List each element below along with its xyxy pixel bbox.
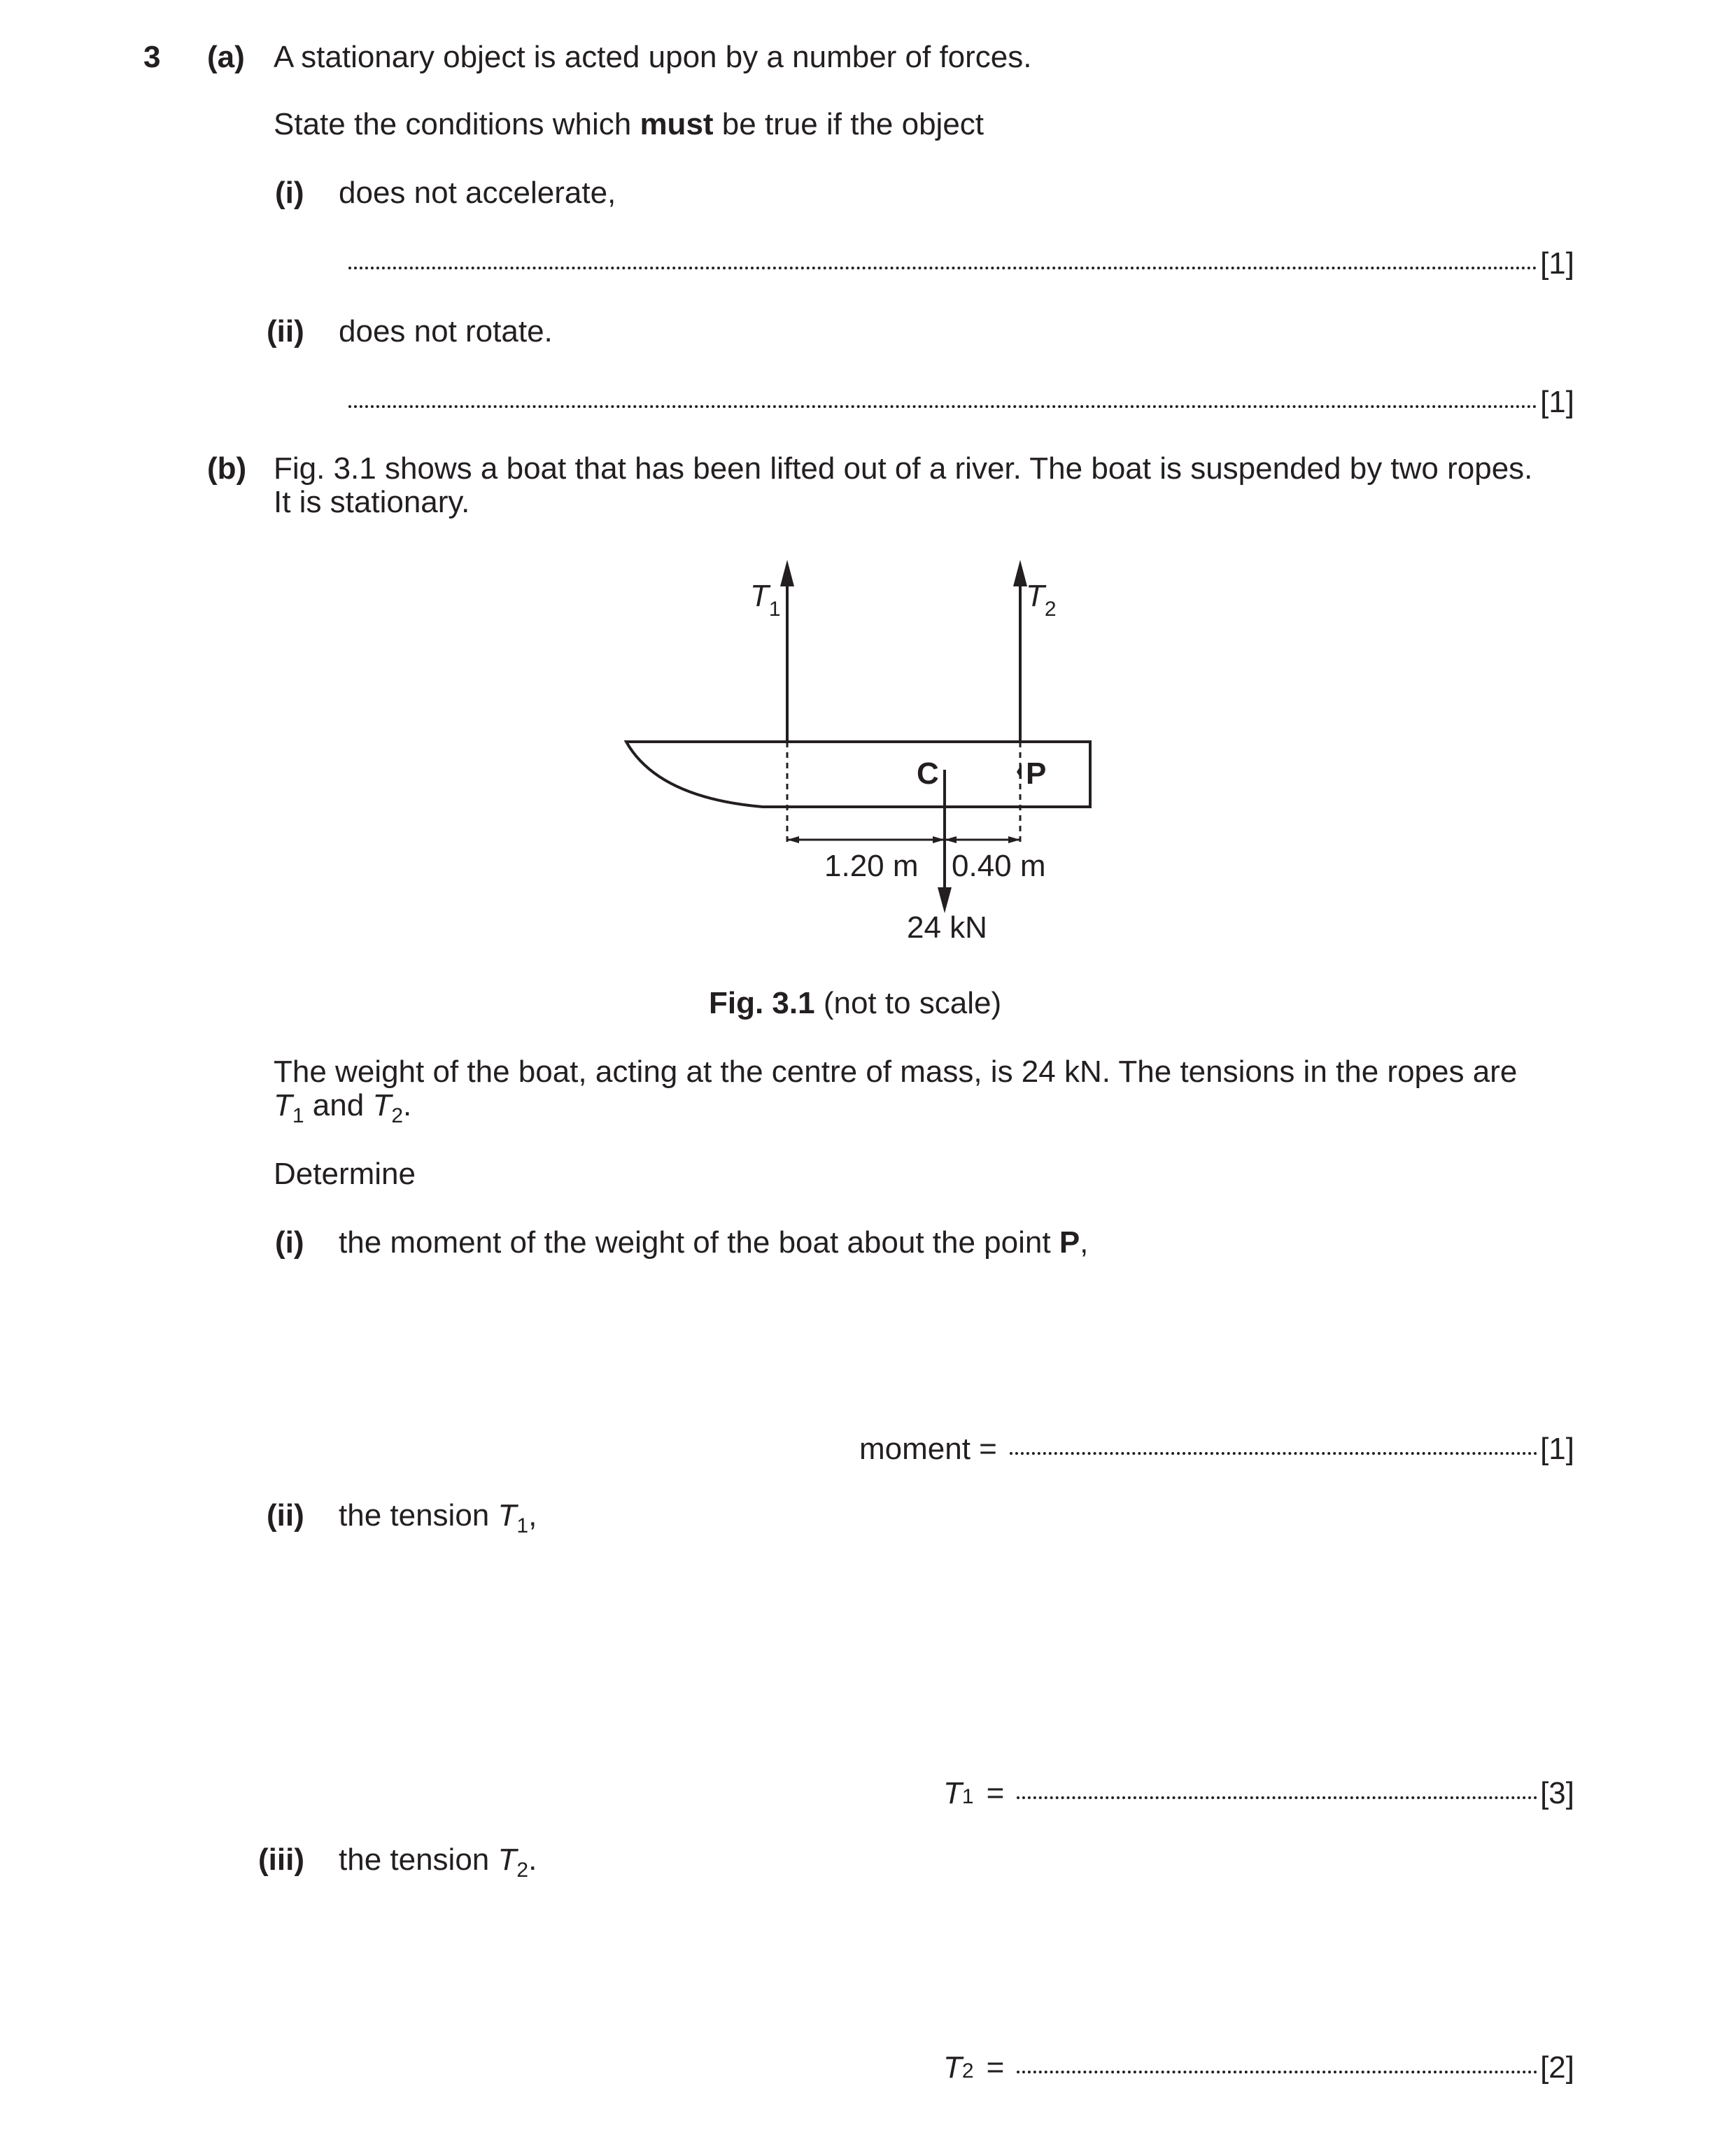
part-b-iii-answer-line[interactable]: T 2 = [2] — [943, 2050, 1574, 2085]
label-p: P — [1026, 756, 1047, 791]
label-c: C — [917, 756, 939, 791]
figure-caption-bold: Fig. 3.1 — [709, 986, 815, 1020]
part-b-ii-label: (ii) — [267, 1498, 304, 1533]
figure-caption-rest: (not to scale) — [814, 986, 1002, 1020]
determine-text: Determine — [274, 1157, 416, 1191]
part-a-i-marks: [1] — [1540, 246, 1574, 281]
boat-diagram — [0, 0, 1736, 980]
part-a-i-text: does not accelerate, — [339, 176, 616, 210]
label-t1: $T_1$ — [750, 579, 781, 621]
t2-answer-eq: = — [986, 2050, 1005, 2085]
weight-arrow-head — [938, 887, 952, 913]
part-b-i-text-bold: P — [1059, 1225, 1080, 1260]
part-b-stem-line2: It is stationary. — [274, 485, 470, 519]
part-b-i-text-post: , — [1080, 1225, 1089, 1260]
part-b-ii-answer-line[interactable]: T 1 = [3] — [943, 1776, 1574, 1810]
part-b-i-label: (i) — [275, 1225, 304, 1260]
part-b-iii-t2-symbol: T — [497, 1843, 517, 1877]
t1-answer-symbol: T — [943, 1776, 962, 1810]
part-b-ii-marks: [3] — [1540, 1776, 1574, 1810]
part-a-stem: A stationary object is acted upon by a number of forces. — [274, 40, 1032, 74]
part-b-ii-text-pre: the tension — [339, 1498, 498, 1533]
t1-answer-eq: = — [986, 1776, 1005, 1810]
arrow-t2-head — [1013, 560, 1027, 586]
part-b-ii-t1-symbol: T — [497, 1498, 517, 1533]
para-t1-symbol: T — [274, 1088, 292, 1122]
question-number: 3 — [143, 40, 161, 74]
label-dist-left: 1.20 m — [824, 849, 919, 883]
dim-left-arrow-a — [787, 836, 799, 843]
part-a-ii-marks: [1] — [1540, 385, 1574, 419]
part-b-iii-marks: [2] — [1540, 2050, 1574, 2085]
part-a-instruction-bold: must — [640, 107, 714, 141]
answer-dots — [1017, 1796, 1537, 1799]
part-b-i-text — [339, 1227, 1088, 1258]
part-a-instruction-post: be true if the object — [713, 107, 985, 141]
part-b-para-line1: The weight of the boat, acting at the centre of mass, is 24 kN. The tensions in the ropes are — [274, 1055, 1518, 1089]
figure-caption — [709, 988, 1001, 1019]
dim-right-arrow-b — [1008, 836, 1020, 843]
part-a-ii-label: (ii) — [267, 314, 304, 348]
moment-label: moment = — [859, 1432, 997, 1466]
para-t1-sub: 1 — [292, 1104, 304, 1127]
para-t2-symbol: T — [372, 1088, 392, 1122]
part-a-i-label: (i) — [275, 176, 304, 210]
label-weight: 24 kN — [907, 910, 987, 945]
part-b-para-line2 — [274, 1088, 412, 1127]
part-b-i-text-pre: the moment of the weight of the boat about the point — [339, 1225, 1059, 1260]
part-b-ii-text-post: , — [528, 1498, 537, 1533]
part-b-ii-text — [339, 1498, 537, 1537]
part-b-iii-text — [339, 1843, 537, 1882]
answer-dots — [1010, 1452, 1537, 1455]
part-a-ii-text: does not rotate. — [339, 314, 553, 348]
part-a-instruction-pre: State the conditions which — [274, 107, 640, 141]
part-b-iii-text-pre: the tension — [339, 1843, 498, 1877]
para-end: . — [403, 1088, 412, 1122]
part-b-iii-text-post: . — [528, 1843, 537, 1877]
part-b-iii-label: (iii) — [258, 1843, 304, 1877]
dim-right-arrow-a — [945, 836, 957, 843]
part-b-iii-t2-sub: 2 — [516, 1859, 529, 1882]
answer-dots — [1017, 2071, 1537, 2073]
part-b-i-marks: [1] — [1540, 1432, 1574, 1466]
t2-answer-symbol: T — [943, 2050, 962, 2085]
para-and: and — [304, 1088, 373, 1122]
part-a-label: (a) — [207, 40, 245, 74]
part-b-stem-line1: Fig. 3.1 shows a boat that has been lifted out of a river. The boat is suspended by two ropes. — [274, 451, 1533, 486]
label-t2: $T_2$ — [1026, 579, 1057, 621]
para-t2-sub: 2 — [391, 1104, 404, 1127]
label-dist-right: 0.40 m — [952, 849, 1046, 883]
part-b-i-answer-line[interactable] — [859, 1432, 1574, 1467]
arrow-t1-head — [780, 560, 794, 586]
part-b-ii-t1-sub: 1 — [516, 1514, 529, 1537]
part-b-label: (b) — [207, 451, 247, 486]
dim-left-arrow-b — [933, 836, 945, 843]
